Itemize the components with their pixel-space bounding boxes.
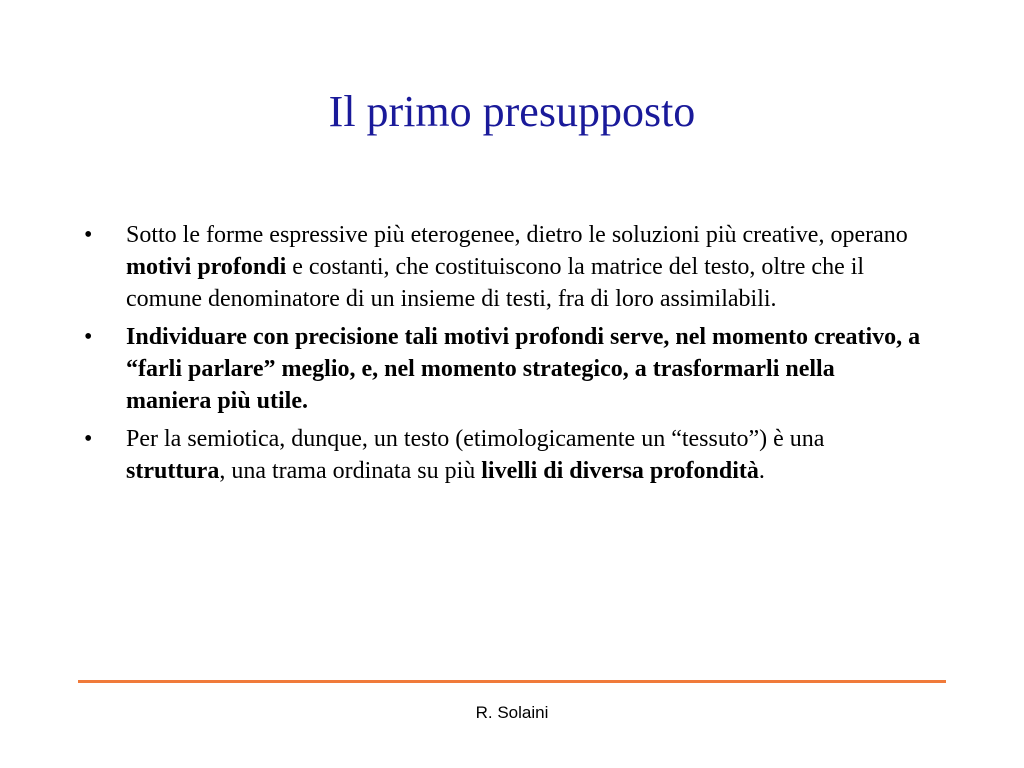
bullet-item-1	[84, 219, 924, 315]
bullet-item-2	[84, 321, 924, 417]
bullet-1-text	[126, 222, 908, 312]
bullet-icon: •	[84, 324, 93, 350]
bullet-1-segment-1: Sotto le forme espressive più eterogenee, dietro le soluzioni più creative, operano	[126, 222, 908, 248]
bullet-3-segment-3: , una trama ordinata su più	[219, 458, 482, 484]
bullet-icon: •	[84, 426, 93, 452]
bullet-3-segment-1: Per la semiotica, dunque, un testo (etimologicamente un “tessuto”) è una	[126, 426, 825, 452]
bullet-3-segment-2: struttura	[126, 458, 220, 484]
bullet-1-segment-2: motivi profondi	[126, 254, 287, 280]
bullet-item-3	[84, 423, 924, 487]
bullet-list	[84, 219, 924, 493]
slide-title: Il primo presupposto	[328, 87, 696, 136]
bullet-2-segment-1: Individuare con precisione tali motivi profondi serve, nel momento creativo, a “farli parlare” meglio, e, nel momento strategico, a trasformarli nella maniera più utile.	[126, 324, 921, 414]
bullet-icon: •	[84, 222, 93, 248]
footer-divider	[78, 680, 946, 683]
bullet-1-segment-3: e costanti, che costituiscono la matrice del testo, oltre che il comune denominatore di un insieme di testi, fra di loro assimilabili.	[126, 254, 865, 312]
bullet-2-text	[126, 324, 920, 414]
bullet-3-segment-4: livelli di diversa profondità	[481, 458, 759, 484]
footer-author: R. Solaini	[475, 703, 549, 722]
bullet-3-text	[126, 426, 824, 484]
bullet-3-segment-5: .	[758, 458, 765, 484]
